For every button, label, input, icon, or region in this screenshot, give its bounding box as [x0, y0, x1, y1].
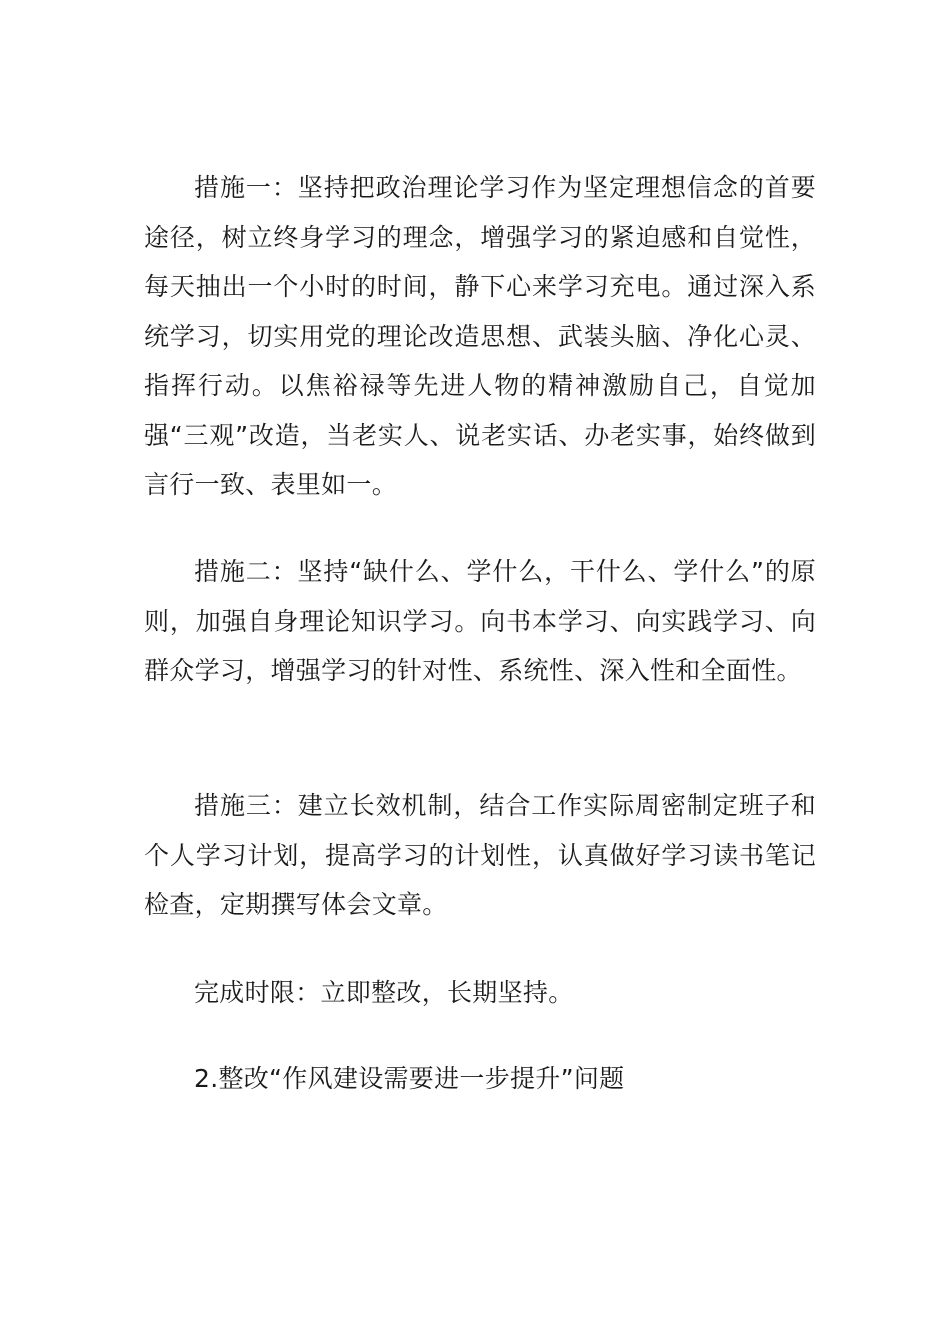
paragraph-measure-two: 措施二：坚持“缺什么、学什么，干什么、学什么”的原则，加强自身理论知识学习。向书本学习、向实践学习、向群众学习，增强学习的针对性、系统性、深入性和全面性。	[144, 557, 816, 685]
paragraph-measure-three: 措施三：建立长效机制，结合工作实际周密制定班子和个人学习计划，提高学习的计划性，认真做好学习读书笔记检查，定期撰写体会文章。	[144, 791, 816, 919]
paragraph-deadline: 完成时限：立即整改，长期坚持。	[194, 978, 574, 1007]
paragraph-measure-one: 措施一：坚持把政治理论学习作为坚定理想信念的首要途径，树立终身学习的理念，增强学习的紧迫感和自觉性，每天抽出一个小时的时间，静下心来学习充电。通过深入系统学习，切实用党的理论改造思想、武装头脑、净化心灵、指挥行动。以焦裕禄等先进人物的精神激励自己，自觉加强“三观”改造，当老实人、说老实话、办老实事，始终做到言行一致、表里如一。	[144, 173, 816, 499]
section-heading: 2.整改“作风建设需要进一步提升”问题	[194, 1064, 625, 1093]
